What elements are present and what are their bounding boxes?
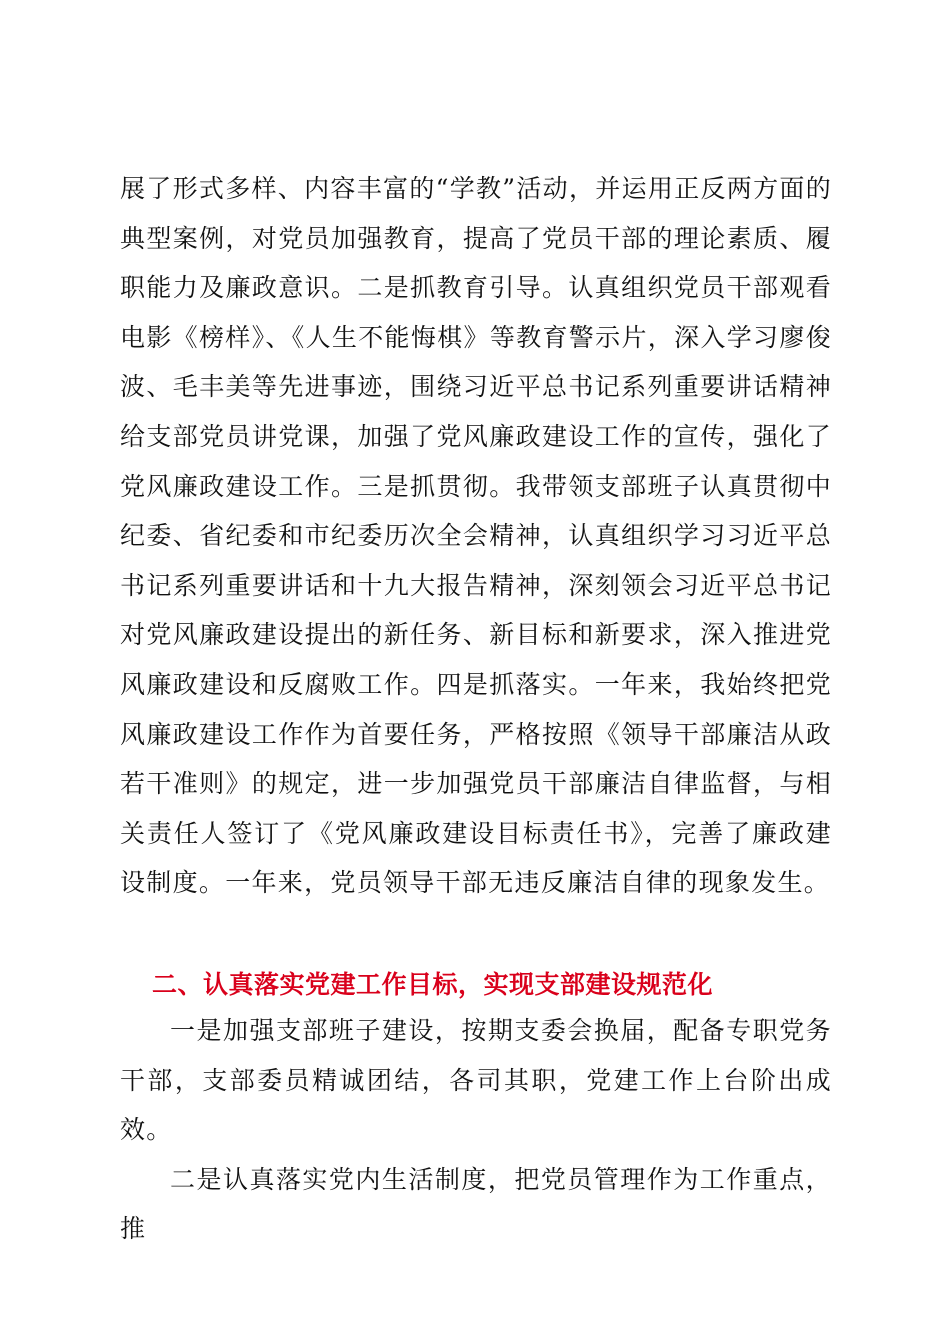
paragraph-3: 二是认真落实党内生活制度，把党员管理作为工作重点，推: [120, 1164, 832, 1244]
paragraph-1: 展了形式多样、内容丰富的“学教”活动，并运用正反两方面的典型案例，对党员加强教育，提高了党员干部的理论素质、履职能力及廉政意识。二是抓教育引导。认真组织党员干部观看电影《榜样》、《人生不能悔棋》等教育警示片，深入学习廖俊波、毛丰美等先进事迹，围绕习近平总书记系列重要讲话精神给支部党员讲党课，加强了党风廉政建设工作的宣传，强化了党风廉政建设工作。三是抓贯彻。我带领支部班子认真贯彻中纪委、省纪委和市纪委历次全会精神，认真组织学习习近平总书记系列重要讲话和十九大报告精神，深刻领会习近平总书记对党风廉政建设提出的新任务、新目标和新要求，深入推进党风廉政建设和反腐败工作。四是抓落实。一年来，我始终把党风廉政建设工作作为首要任务，严格按照《领导干部廉洁从政若干准则》的规定，进一步加强党员干部廉洁自律监督，与相关责任人签订了《党风廉政建设目标责任书》，完善了廉政建设制度。一年来，党员领导干部无违反廉洁自律的现象发生。: [120, 174, 832, 898]
section-heading-2: 二、认真落实党建工作目标，实现支部建设规范化: [152, 970, 714, 999]
paragraph-2: 一是加强支部班子建设，按期支委会换届，配备专职党务干部，支部委员精诚团结，各司其职，党建工作上台阶出成效。: [120, 1016, 832, 1145]
body-text-bottom: [120, 1006, 832, 1254]
body-text-top: [120, 164, 832, 908]
